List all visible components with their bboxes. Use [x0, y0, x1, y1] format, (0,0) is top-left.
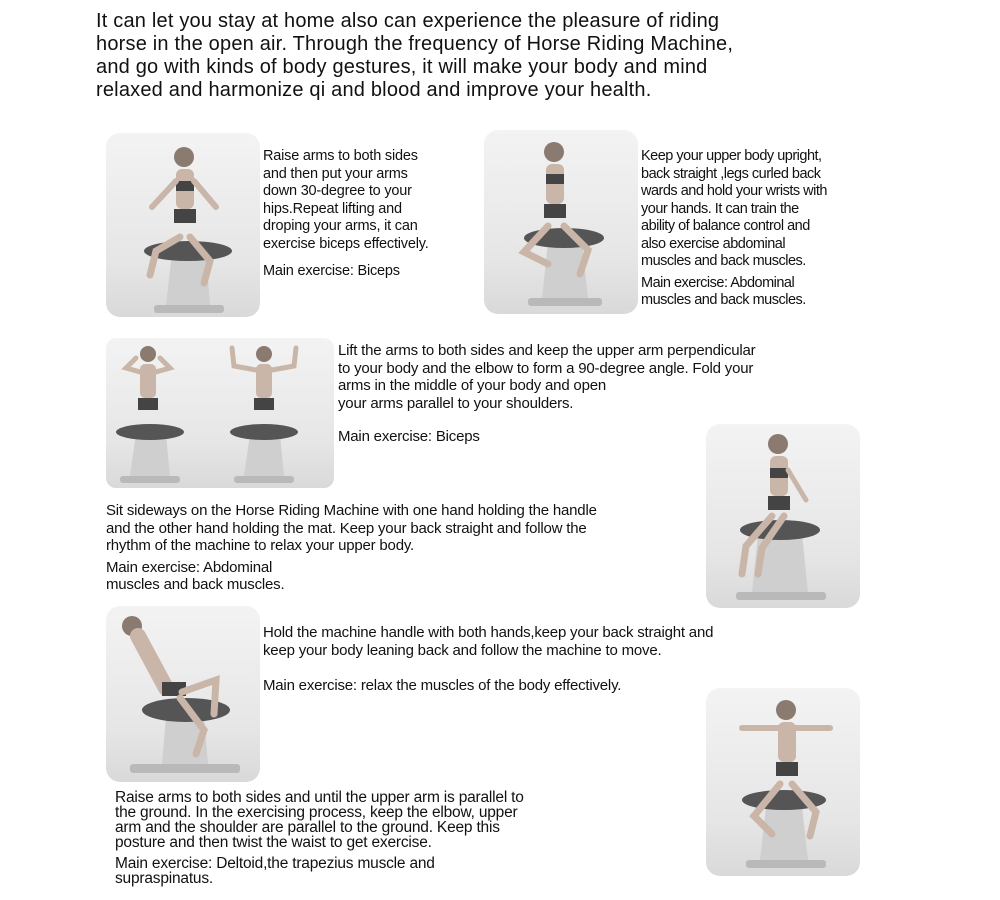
- exercise-photo-1: [106, 133, 260, 317]
- text-line: posture and then twist the waist to get exercise.: [115, 834, 432, 851]
- exercise-text-3: [338, 342, 755, 446]
- text-line: also exercise abdominal: [641, 235, 786, 252]
- main-exercise-label: muscles and back muscles.: [106, 576, 285, 593]
- text-line: Raise arms to both sides and until the upper arm is parallel to: [115, 789, 524, 806]
- main-exercise-label: supraspinatus.: [115, 870, 214, 887]
- text-line: Keep your upper body upright,: [641, 148, 822, 164]
- main-exercise-label: Main exercise: Biceps: [338, 428, 480, 445]
- intro-paragraph: [96, 10, 896, 102]
- text-line: hips.Repeat lifting and: [263, 200, 402, 217]
- text-line: ability of balance control and: [641, 218, 810, 234]
- exercise-text-5: [263, 624, 713, 695]
- intro-line: relaxed and harmonize qi and blood and improve your health.: [96, 79, 652, 101]
- exercise-photo-4: [706, 424, 860, 608]
- text-line: your arms parallel to your shoulders.: [338, 394, 574, 412]
- text-line: exercise biceps effectively.: [263, 235, 429, 252]
- exercise-photo-2: [484, 130, 638, 314]
- text-line: arm and the shoulder are parallel to the ground. Keep this: [115, 819, 500, 836]
- intro-line: horse in the open air. Through the frequency of Horse Riding Machine,: [96, 33, 734, 55]
- main-exercise-label: Main exercise: Biceps: [263, 263, 400, 279]
- text-line: the ground. In the exercising process, keep the elbow, upper: [115, 804, 518, 821]
- text-line: Hold the machine handle with both hands,keep your back straight and: [263, 624, 714, 641]
- main-exercise-label: Main exercise: Abdominal: [106, 558, 273, 576]
- text-line: and then put your arms: [263, 165, 408, 182]
- text-line: to your body and the elbow to form a 90-degree angle. Fold your: [338, 359, 754, 377]
- text-line: and the other hand holding the mat. Keep your back straight and follow the: [106, 519, 587, 537]
- text-line: down 30-degree to your: [263, 183, 412, 199]
- text-line: Raise arms to both sides: [263, 148, 418, 164]
- text-line: back straight ,legs curled back: [641, 165, 821, 182]
- text-line: your hands. It can train the: [641, 200, 799, 217]
- exercise-text-2: [641, 148, 827, 310]
- text-line: keep your body leaning back and follow the machine to move.: [263, 641, 662, 659]
- main-exercise-label: Main exercise: Abdominal: [641, 274, 795, 291]
- exercise-photo-5: [106, 606, 260, 782]
- exercise-text-1: [263, 148, 429, 281]
- exercise-text-4: [106, 502, 597, 594]
- text-line: rhythm of the machine to relax your upper body.: [106, 537, 414, 554]
- text-line: Sit sideways on the Horse Riding Machine with one hand holding the handle: [106, 502, 597, 519]
- main-exercise-label: muscles and back muscles.: [641, 292, 806, 308]
- exercise-photo-3: [106, 338, 334, 488]
- text-line: arms in the middle of your body and open: [338, 377, 606, 394]
- main-exercise-label: Main exercise: Deltoid,the trapezius muscle and: [115, 855, 435, 872]
- text-line: muscles and back muscles.: [641, 253, 806, 269]
- exercise-text-6: [115, 790, 524, 886]
- intro-line: It can let you stay at home also can experience the pleasure of riding: [96, 10, 720, 32]
- text-line: wards and hold your wrists with: [641, 183, 827, 199]
- exercise-photo-6: [706, 688, 860, 876]
- main-exercise-label: Main exercise: relax the muscles of the body effectively.: [263, 677, 622, 694]
- text-line: Lift the arms to both sides and keep the upper arm perpendicular: [338, 342, 756, 359]
- text-line: droping your arms, it can: [263, 218, 418, 234]
- intro-line: and go with kinds of body gestures, it will make your body and mind: [96, 56, 708, 78]
